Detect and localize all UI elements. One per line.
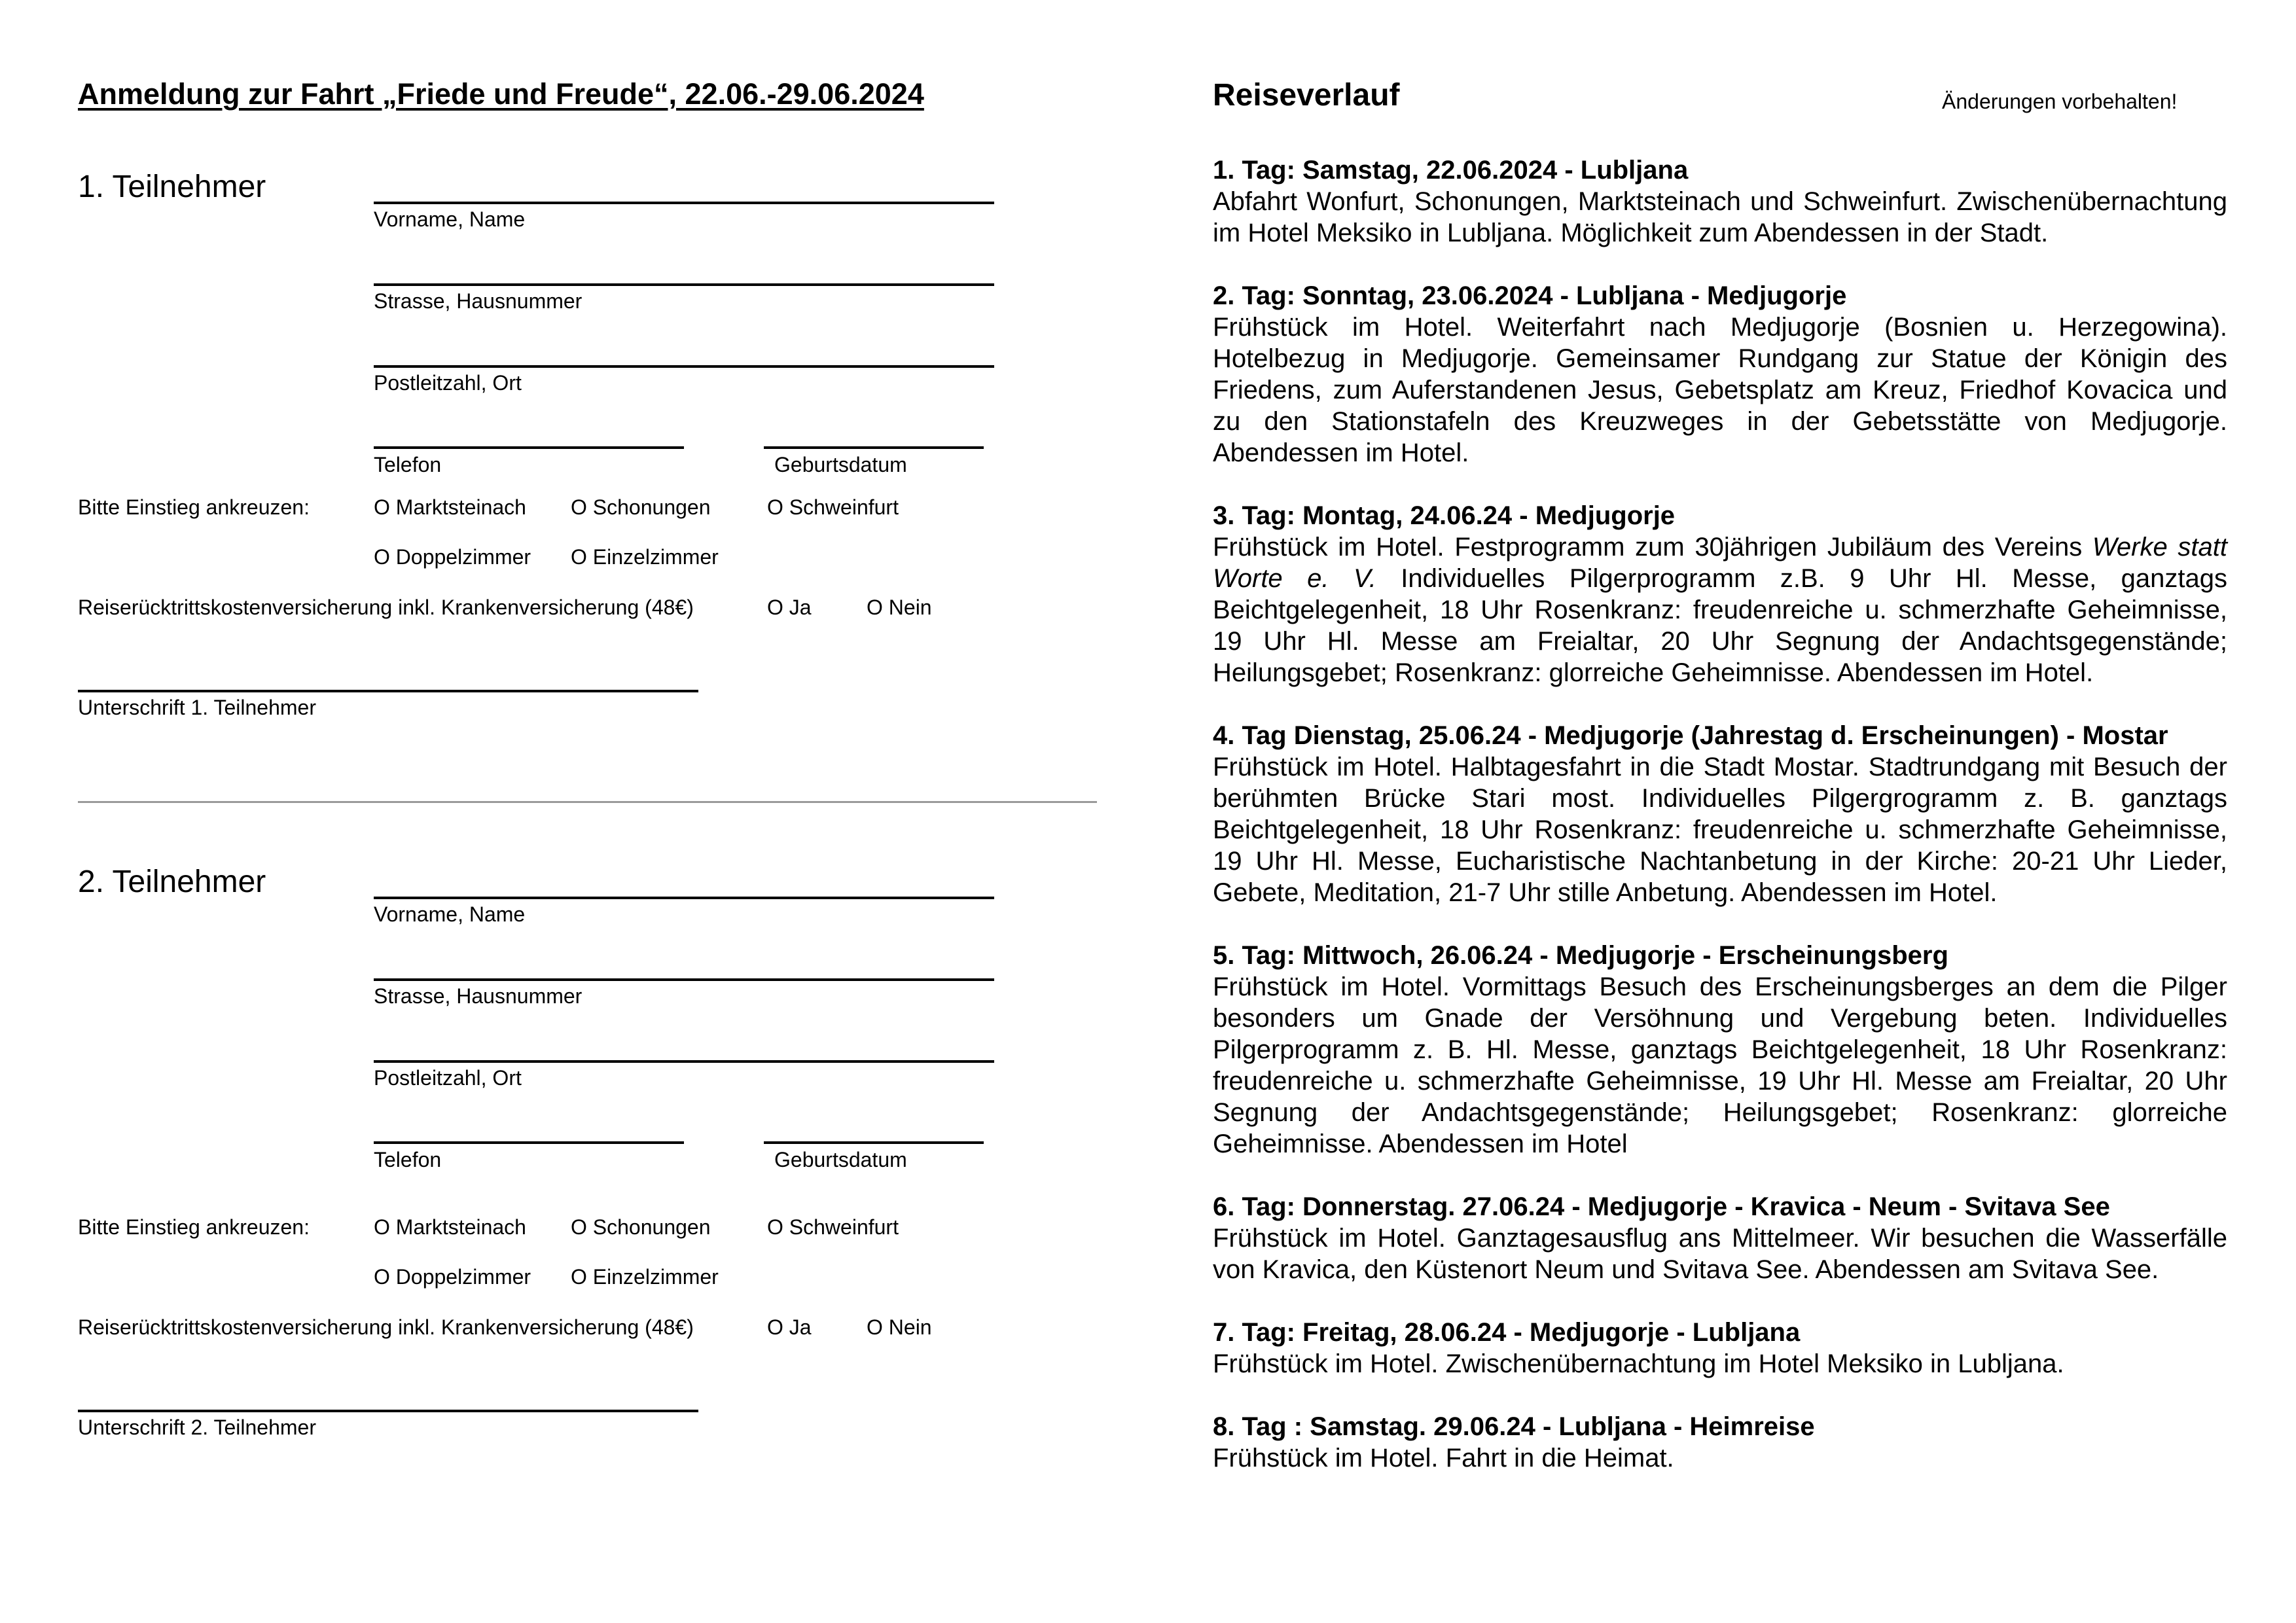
boarding-option-marktsteinach[interactable]: O Marktsteinach bbox=[374, 1215, 526, 1239]
insurance-no-option[interactable]: O Nein bbox=[867, 596, 932, 619]
day-title: 3. Tag: Montag, 24.06.24 - Medjugorje bbox=[1213, 501, 1676, 530]
boarding-option-marktsteinach[interactable]: O Marktsteinach bbox=[374, 495, 526, 519]
name-label: Vorname, Name bbox=[374, 902, 526, 926]
day-description: Frühstück im Hotel. Ganztagesausflug ans Mittelmeer. Wir besuchen die Wasserfälle von Kravica, den Küstenort Neum und Svitava See. Abendessen am Svitava See. bbox=[1213, 1224, 2227, 1284]
boarding-option-schweinfurt[interactable]: O Schweinfurt bbox=[767, 1215, 899, 1239]
day-5 bbox=[1213, 940, 2227, 1160]
name-label: Vorname, Name bbox=[374, 207, 526, 231]
phone-label: Telefon bbox=[374, 453, 442, 476]
signature-label: Unterschrift 2. Teilnehmer bbox=[78, 1416, 316, 1439]
day-title: 2. Tag: Sonntag, 23.06.2024 - Lubljana - Medjugorje bbox=[1213, 281, 1847, 310]
registration-form bbox=[78, 0, 1099, 1623]
boarding-label: Bitte Einstieg ankreuzen: bbox=[78, 495, 310, 519]
insurance-yes-option[interactable]: O Ja bbox=[767, 1315, 812, 1339]
day-2 bbox=[1213, 280, 2227, 469]
street-label: Strasse, Hausnummer bbox=[374, 289, 583, 313]
street-line[interactable] bbox=[374, 283, 994, 286]
day-4 bbox=[1213, 720, 2227, 908]
signature-label: Unterschrift 1. Teilnehmer bbox=[78, 696, 316, 719]
city-line[interactable] bbox=[374, 1060, 994, 1063]
day-description: Frühstück im Hotel. Fahrt in die Heimat. bbox=[1213, 1444, 1674, 1472]
name-line[interactable] bbox=[374, 897, 994, 899]
birthdate-line[interactable] bbox=[764, 1141, 984, 1144]
day-8 bbox=[1213, 1411, 2227, 1474]
birthdate-label: Geburtsdatum bbox=[774, 453, 907, 476]
day-3 bbox=[1213, 500, 2227, 688]
day-description: Abfahrt Wonfurt, Schonungen, Marktsteinach und Schweinfurt. Zwischenübernachtung im Hotel Meksiko in Lubljana. Möglichkeit zum Abendessen in der Stadt. bbox=[1213, 187, 2227, 247]
participant-1-section bbox=[78, 0, 1099, 719]
day-title: 5. Tag: Mittwoch, 26.06.24 - Medjugorje - Erscheinungsberg bbox=[1213, 941, 1948, 970]
day-text-part: Individuelles Pilgerprogramm z.B. 9 Uhr Hl. Messe, ganztags Beichtgelegenheit, 18 Uhr Rosenkranz: freudenreiche u. schmerzhafte Geheimnisse, 19 Uhr Hl. Messe am Freialtar, 20 Uhr Segnung der Andachtsgegenstände; Heilungsgebet; Rosenkranz: glorreiche Geheimnisse. Abendessen im Hotel. bbox=[1213, 564, 2227, 687]
phone-label: Telefon bbox=[374, 1148, 442, 1171]
day-description: Frühstück im Hotel. Zwischenübernachtung im Hotel Meksiko in Lubljana. bbox=[1213, 1349, 2064, 1378]
city-line[interactable] bbox=[374, 365, 994, 368]
participant-1-heading: 1. Teilnehmer bbox=[78, 169, 266, 204]
phone-line[interactable] bbox=[374, 1141, 684, 1144]
day-1 bbox=[1213, 154, 2227, 249]
form-title: Anmeldung zur Fahrt „Friede und Freude“, 22.06.-29.06.2024 bbox=[78, 77, 924, 111]
birthdate-line[interactable] bbox=[764, 446, 984, 449]
day-description bbox=[1213, 531, 2227, 688]
room-option-double[interactable]: O Doppelzimmer bbox=[374, 1265, 531, 1289]
itinerary-note: Änderungen vorbehalten! bbox=[1942, 90, 2178, 113]
insurance-label: Reiserücktrittskostenversicherung inkl. Krankenversicherung (48€) bbox=[78, 596, 694, 619]
insurance-label: Reiserücktrittskostenversicherung inkl. Krankenversicherung (48€) bbox=[78, 1315, 694, 1339]
room-option-single[interactable]: O Einzelzimmer bbox=[571, 1265, 719, 1289]
street-label: Strasse, Hausnummer bbox=[374, 984, 583, 1008]
day-title: 4. Tag Dienstag, 25.06.24 - Medjugorje (Jahrestag d. Erscheinungen) - Mostar bbox=[1213, 721, 2168, 750]
day-text-part: Frühstück im Hotel. Festprogramm zum 30jährigen Jubiläum des Vereins bbox=[1213, 533, 2092, 562]
day-description: Frühstück im Hotel. Vormittags Besuch des Erscheinungsberges an dem die Pilger besonders um Gnade der Versöhnung und Vergebung beten. Individuelles Pilgerprogramm z. B. Hl. Messe, ganztags Beichtgelegenheit, 18 Uhr Rosenkranz: freudenreiche u. schmerzhafte Geheimnisse, 19 Uhr Hl. Messe am Freialtar, 20 Uhr Segnung der Andachtsgegenstände; Heilungsgebet; Rosenkranz: glorreiche Geheimnisse. Abendessen im Hotel bbox=[1213, 972, 2227, 1158]
boarding-option-schonungen[interactable]: O Schonungen bbox=[571, 1215, 711, 1239]
day-title: 1. Tag: Samstag, 22.06.2024 - Lubljana bbox=[1213, 156, 1689, 185]
day-description: Frühstück im Hotel. Weiterfahrt nach Medjugorje (Bosnien u. Herzegowina). Hotelbezug in Medjugorje. Gemeinsamer Rundgang zur Statue der Königin des Friedens, zum Auferstandenen Jesus, Gebetsplatz am Kreuz, Friedhof Kovacica und zu den Stationstafeln des Kreuzweges in der Gebetsstätte von Medjugorje. Abendessen im Hotel. bbox=[1213, 313, 2227, 467]
day-list bbox=[1213, 154, 2227, 1505]
room-option-double[interactable]: O Doppelzimmer bbox=[374, 545, 531, 569]
street-line[interactable] bbox=[374, 978, 994, 981]
signature-line[interactable] bbox=[78, 1410, 698, 1412]
room-option-single[interactable]: O Einzelzimmer bbox=[571, 545, 719, 569]
insurance-yes-option[interactable]: O Ja bbox=[767, 596, 812, 619]
participant-2-heading: 2. Teilnehmer bbox=[78, 865, 266, 899]
day-7 bbox=[1213, 1317, 2227, 1380]
signature-line[interactable] bbox=[78, 690, 698, 692]
day-title: 6. Tag: Donnerstag. 27.06.24 - Medjugorje - Kravica - Neum - Svitava See bbox=[1213, 1192, 2110, 1221]
phone-line[interactable] bbox=[374, 446, 684, 449]
birthdate-label: Geburtsdatum bbox=[774, 1148, 907, 1171]
participant-2-section bbox=[78, 695, 1099, 1439]
day-title: 8. Tag : Samstag. 29.06.24 - Lubljana - Heimreise bbox=[1213, 1412, 1815, 1441]
itinerary-title: Reiseverlauf bbox=[1213, 78, 1400, 113]
insurance-no-option[interactable]: O Nein bbox=[867, 1315, 932, 1339]
day-description: Frühstück im Hotel. Halbtagesfahrt in die Stadt Mostar. Stadtrundgang mit Besuch der berühmten Brücke Stari most. Individuelles Pilgergrogramm z. B. ganztags Beichtgelegenheit, 18 Uhr Rosenkranz: freudenreiche u. schmerzhafte Geheimnisse, 19 Uhr Hl. Messe, Eucharistische Nachtanbetung in der Kirche: 20-21 Uhr Lieder, Gebete, Meditation, 21-7 Uhr stille Anbetung. Abendessen im Hotel. bbox=[1213, 753, 2227, 907]
city-label: Postleitzahl, Ort bbox=[374, 371, 522, 395]
itinerary bbox=[1213, 0, 2227, 1623]
boarding-option-schonungen[interactable]: O Schonungen bbox=[571, 495, 711, 519]
city-label: Postleitzahl, Ort bbox=[374, 1066, 522, 1090]
day-title: 7. Tag: Freitag, 28.06.24 - Medjugorje - Lubljana bbox=[1213, 1318, 1801, 1347]
boarding-label: Bitte Einstieg ankreuzen: bbox=[78, 1215, 310, 1239]
boarding-option-schweinfurt[interactable]: O Schweinfurt bbox=[767, 495, 899, 519]
name-line[interactable] bbox=[374, 202, 994, 204]
day-6 bbox=[1213, 1191, 2227, 1285]
association-name: Werke statt Worte e. V. bbox=[1213, 533, 2227, 593]
